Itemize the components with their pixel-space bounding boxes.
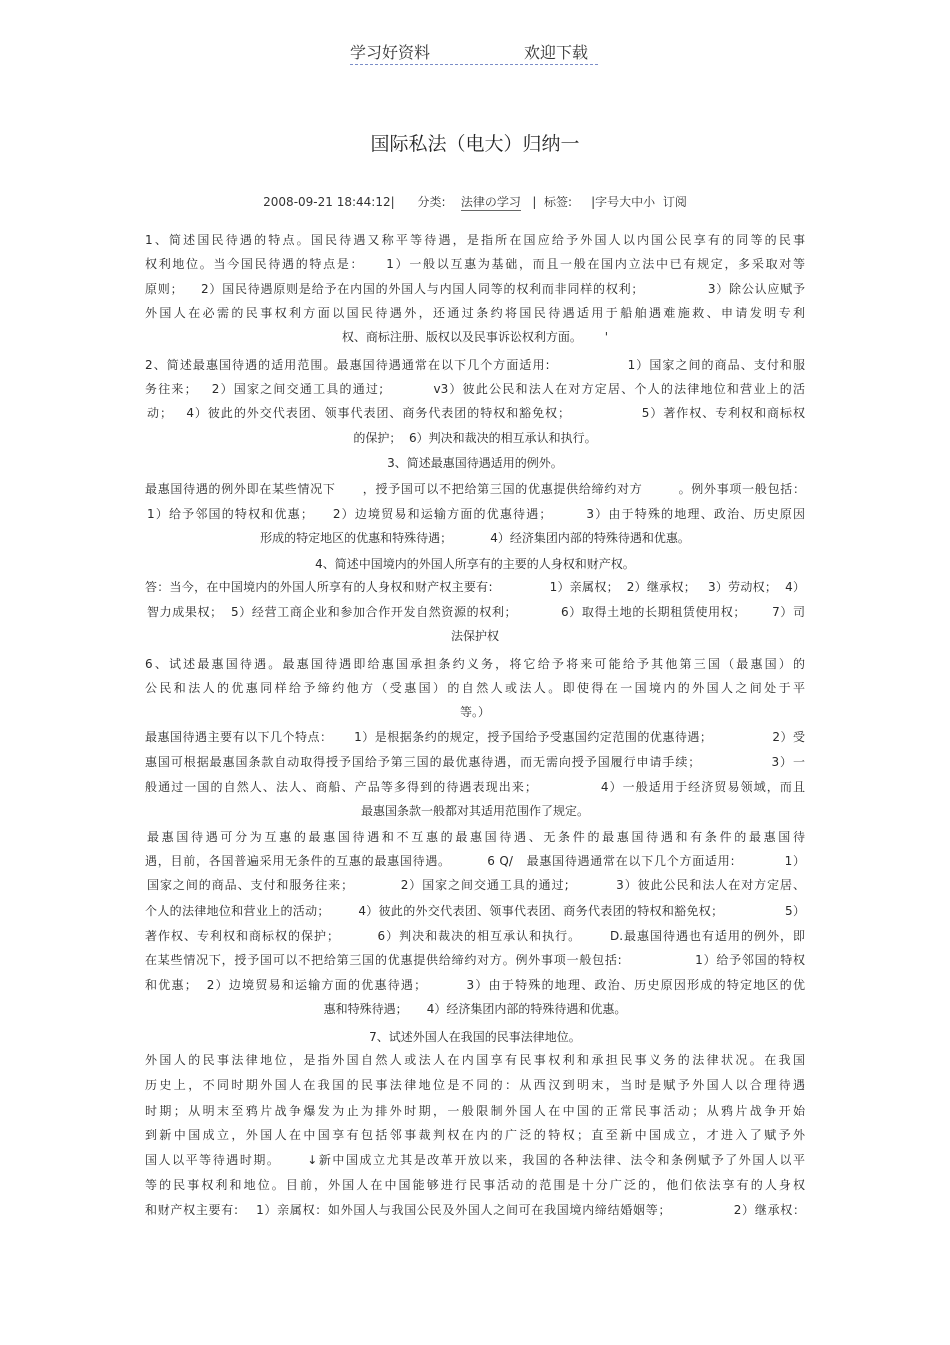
body-line: 时期；从明末至鸦片战争爆发为止为排外时期，一般限制外国人在中国的正常民事活动；从鸦片战争开始 <box>145 1104 805 1118</box>
body-line: 最惠国待遇可分为互惠的最惠国待遇和不互惠的最惠国待遇、无条件的最惠国待遇和有条件的最惠国待 <box>147 830 805 844</box>
body-line: 法保护权 <box>450 629 499 643</box>
body-line: 惠国可根据最惠国条款自动取得授予国给予第三国的最优惠待遇，而无需向授予国履行申请手续； 3）一 <box>145 755 805 769</box>
body-line: 公民和法人的优惠同样给予缔约他方（受惠国）的自然人或法人。即使得在一国境内的外国人之间处于平 <box>145 681 805 695</box>
body-line: 最惠国待遇主要有以下几个特点： 1）是根据条约的规定，授予国给予受惠国约定范围的优惠待遇； 2）受 <box>145 730 805 744</box>
body-line: 6、试述最惠国待遇。最惠国待遇即给惠国承担条约义务，将它给予将来可能给予其他第三国（最惠国）的 <box>145 657 805 671</box>
category-link[interactable]: 法律の学习 <box>460 195 521 209</box>
category-label: 分类: <box>417 195 446 209</box>
banner-left-text: 学习好资料 <box>350 43 431 62</box>
section-heading: 4、简述中国境内的外国人所享有的主要的人身权和财产权。 <box>315 557 635 571</box>
body-line: 国人以平等待遇时期。 ↓新中国成立尤其是改革开放以来，我国的各种法律、法令和条例赋予了外国人以平 <box>145 1153 805 1167</box>
body-line: 的保护； 6）判决和裁决的相互承认和执行。 <box>353 431 597 445</box>
post-datetime: 2008-09-21 18:44:12| <box>263 195 395 209</box>
body-line: 历史上，不同时期外国人在我国的民事法律地位是不同的：从西汉到明末，当时是赋予外国人以合理待遇 <box>145 1078 805 1092</box>
body-line: 务往来； 2）国家之间交通工具的通过; v3）彼此公民和法人在对方定居、个人的法律地位和营业上的活 <box>145 382 805 396</box>
meta-separator: | <box>532 195 537 209</box>
font-size-switch[interactable]: |字号大中小 <box>591 195 656 209</box>
body-line: 等。） <box>459 705 490 719</box>
section-heading: 7、试述外国人在我国的民事法律地位。 <box>369 1030 581 1044</box>
header-banner <box>350 40 598 65</box>
body-line: 权利地位。当今国民待遇的特点是： 1）一般以互惠为基础，而且一般在国内立法中已有规定，多采取对等 <box>145 257 805 271</box>
body-line: 国家之间的商品、支付和服务往来； 2）国家之间交通工具的通过; 3）彼此公民和法人在对方定居、 <box>147 878 805 892</box>
body-line: 和财产权主要有: 1）亲属权：如外国人与我国公民及外国人之间可在我国境内缔结婚姻等； 2）继承权： <box>145 1203 805 1217</box>
body-line: 原则； 2）国民待遇原则是给予在内国的外国人与内国人同等的权利而非同样的权利； 3）除公认应赋予 <box>145 282 805 296</box>
subscribe-link[interactable]: 订阅 <box>662 195 687 209</box>
body-line: 惠和特殊待遇； 4）经济集团内部的特殊待遇和优惠。 <box>323 1002 627 1016</box>
article-meta <box>0 193 950 210</box>
body-line: 遇，目前，各国普遍采用无条件的互惠的最惠国待遇。 6 Q/ 最惠国待遇通常在以下几个方面适用: 1） <box>145 854 805 868</box>
body-line: 在某些情况下，授予国可以不把给第三国的优惠提供给缔约对方。例外事项一般包括: 1）给予邻国的特权 <box>145 953 805 967</box>
body-line: 智力成果权； 5）经营工商企业和参加合作开发自然资源的权利； 6）取得土地的长期租赁使用权； 7）司 <box>147 605 805 619</box>
body-line: 著作权、专利权和商标权的保护； 6）判决和裁决的相互承认和执行。 D.最惠国待遇也有适用的例外，即 <box>145 929 805 943</box>
body-line: 1、简述国民待遇的特点。国民待遇又称平等待遇，是指所在国应给予外国人以内国公民享有的同等的民事 <box>145 233 805 247</box>
body-line: 动； 4）彼此的外交代表团、领事代表团、商务代表团的特权和豁免权； 5）著作权、专利权和商标权 <box>147 406 805 420</box>
body-line: 答：当今，在中国境内的外国人所享有的人身权和财产权主要有: 1）亲属权； 2）继承权； 3）劳动权； 4） <box>145 580 805 594</box>
tags-label: 标签: <box>544 195 573 209</box>
body-line: 最惠国条款一般都对其适用范围作了规定。 <box>360 804 589 818</box>
body-line: 外国人的民事法律地位，是指外国自然人或法人在内国享有民事权利和承担民事义务的法律状况。在我国 <box>145 1053 805 1067</box>
body-line: 2、简述最惠国待遇的适用范围。最惠国待遇通常在以下几个方面适用: 1）国家之间的商品、支付和服 <box>145 358 805 372</box>
body-line: 个人的法律地位和营业上的活动； 4）彼此的外交代表团、领事代表团、商务代表团的特权和豁免权； 5） <box>145 904 805 918</box>
body-line: 等的民事权利和地位。目前，外国人在中国能够进行民事活动的范围是十分广泛的，他们依法享有的人身权 <box>145 1178 805 1192</box>
body-line: 1）给予邻国的特权和优惠； 2）边境贸易和运输方面的优惠待遇； 3）由于特殊的地理、政治、历史原因 <box>147 507 805 521</box>
body-line: 和优惠； 2）边境贸易和运输方面的优惠待遇； 3）由于特殊的地理、政治、历史原因形成的特定地区的优 <box>145 978 805 992</box>
body-line: 外国人在必需的民事权利方面以国民待遇外，还通过条约将国民待遇适用于船舶遇难施救、申请发明专利 <box>145 306 805 320</box>
body-line: 形成的特定地区的优惠和特殊待遇； 4）经济集团内部的特殊待遇和优惠。 <box>260 531 690 545</box>
body-line: 般通过一国的自然人、法人、商船、产品等多得到的待遇表现出来； 4）一般适用于经济贸易领域，而且 <box>145 780 805 794</box>
body-line: 最惠国待遇的例外即在某些情况下 ，授予国可以不把给第三国的优惠提供给缔约对方 。例外事项一般包括： <box>145 482 805 496</box>
body-line: 到新中国成立，外国人在中国享有包括邻事裁判权在内的广泛的特权；直至新中国成立，才进入了赋予外 <box>145 1128 805 1142</box>
body-line: 权、商标注册、版权以及民事诉讼权利方面。 ' <box>341 330 609 344</box>
page-title: 国际私法（电大）归纳一 <box>370 133 580 155</box>
section-heading: 3、简述最惠国待遇适用的例外。 <box>387 456 563 470</box>
banner-right-text: 欢迎下载 <box>524 43 589 62</box>
